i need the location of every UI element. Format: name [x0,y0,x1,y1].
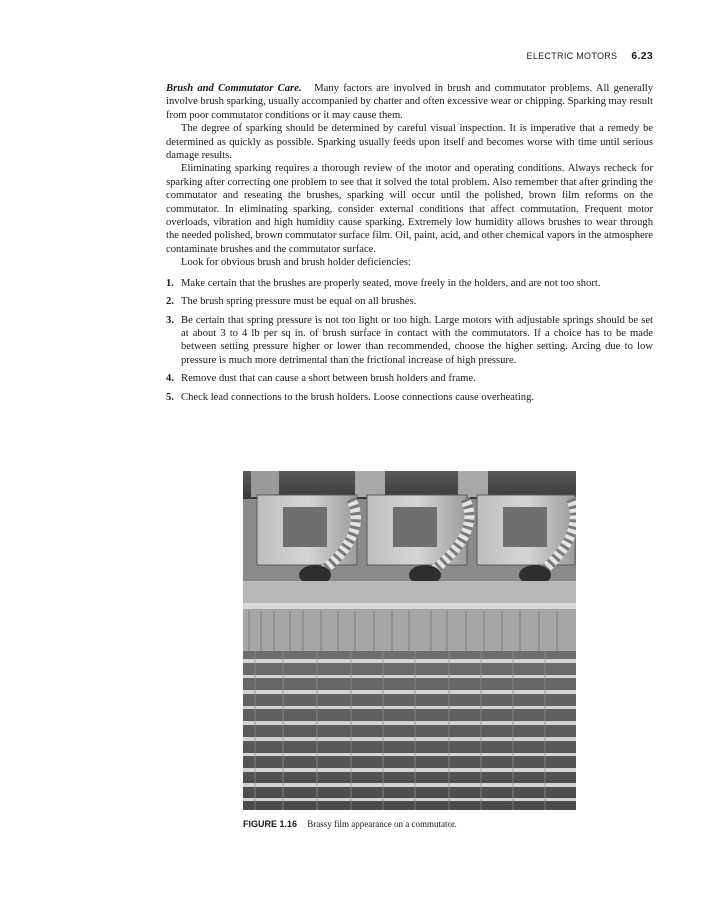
list-number: 3. [166,314,174,326]
list-item [166,372,653,385]
paragraph-2: The degree of sparking should be determined by careful visual inspection. It is imperative that a remedy be determined as quickly as possible. Sparking usually feeds upon itself and becomes worse with time until serious damage results. [166,123,653,162]
list-item [166,314,653,368]
list-item [166,277,653,290]
running-header [527,50,653,62]
commutator-photo-illustration [243,471,576,810]
list-item [166,391,653,404]
paragraph-4: Look for obvious brush and brush holder deficiencies: [181,257,411,269]
section-title: ELECTRIC MOTORS [526,51,618,61]
commutator-photo [243,471,576,810]
figure-caption [243,819,457,829]
list-text: The brush spring pressure must be equal on all brushes. [181,296,417,308]
list-text: Be certain that spring pressure is not too light or too high. Large motors with adjustable springs should be set at about 3 to 4 lb per sq in. of brush surface in contact with the commutators. If a choice has to be made between setting pressure higher or lower than recommended, choose the higher setting. Arcing due to low pressure is much more detrimental than the frictional increase of high pressure. [181,314,653,366]
list-number: 1. [166,277,174,289]
list-number: 5. [166,391,174,403]
list-text: Check lead connections to the brush holders. Loose connections cause overheating. [181,391,535,403]
paragraph-3: Eliminating sparking requires a thorough review of the motor and operating conditions. Always recheck for sparking after correcting one problem to see that it solved the total problem. Also remember that after grinding the commutator and reseating the brushes, sparking will occur until the polished, brown film reforms on the commutator. In eliminating sparking, consider external conditions that affect commutation. Frequent motor overloads, vibration and high humidity cause sparking. Extremely low humidity allows brushes to wear through the needed polished, brown commutator surface film. Oil, paint, acid, and other chemical vapors in the atmosphere contaminate brushes and the commutator surface. [166,163,653,255]
page-number: 6.23 [631,50,653,62]
paragraph-1 [166,82,653,122]
list-number: 4. [166,373,174,385]
list-text: Make certain that the brushes are properly seated, move freely in the holders, and are not too short. [181,277,601,289]
run-in-heading: Brush and Commutator Care. [166,83,302,94]
figure-label: FIGURE 1.16 [243,819,298,829]
list-item [166,295,653,308]
list-text: Remove dust that can cause a short between brush holders and frame. [181,373,476,385]
paragraph-1-text: Many factors are involved in brush and commutator problems. All generally involve brush sparking, usually accompanied by chatter and often excessive wear or chipping. Sparking may result from poor commutator conditions or it may cause them. [166,83,654,121]
figure-caption-text: Brassy film appearance on a commutator. [307,819,457,829]
list-number: 2. [166,296,174,308]
deficiency-list [166,277,653,404]
body-text [166,82,653,409]
